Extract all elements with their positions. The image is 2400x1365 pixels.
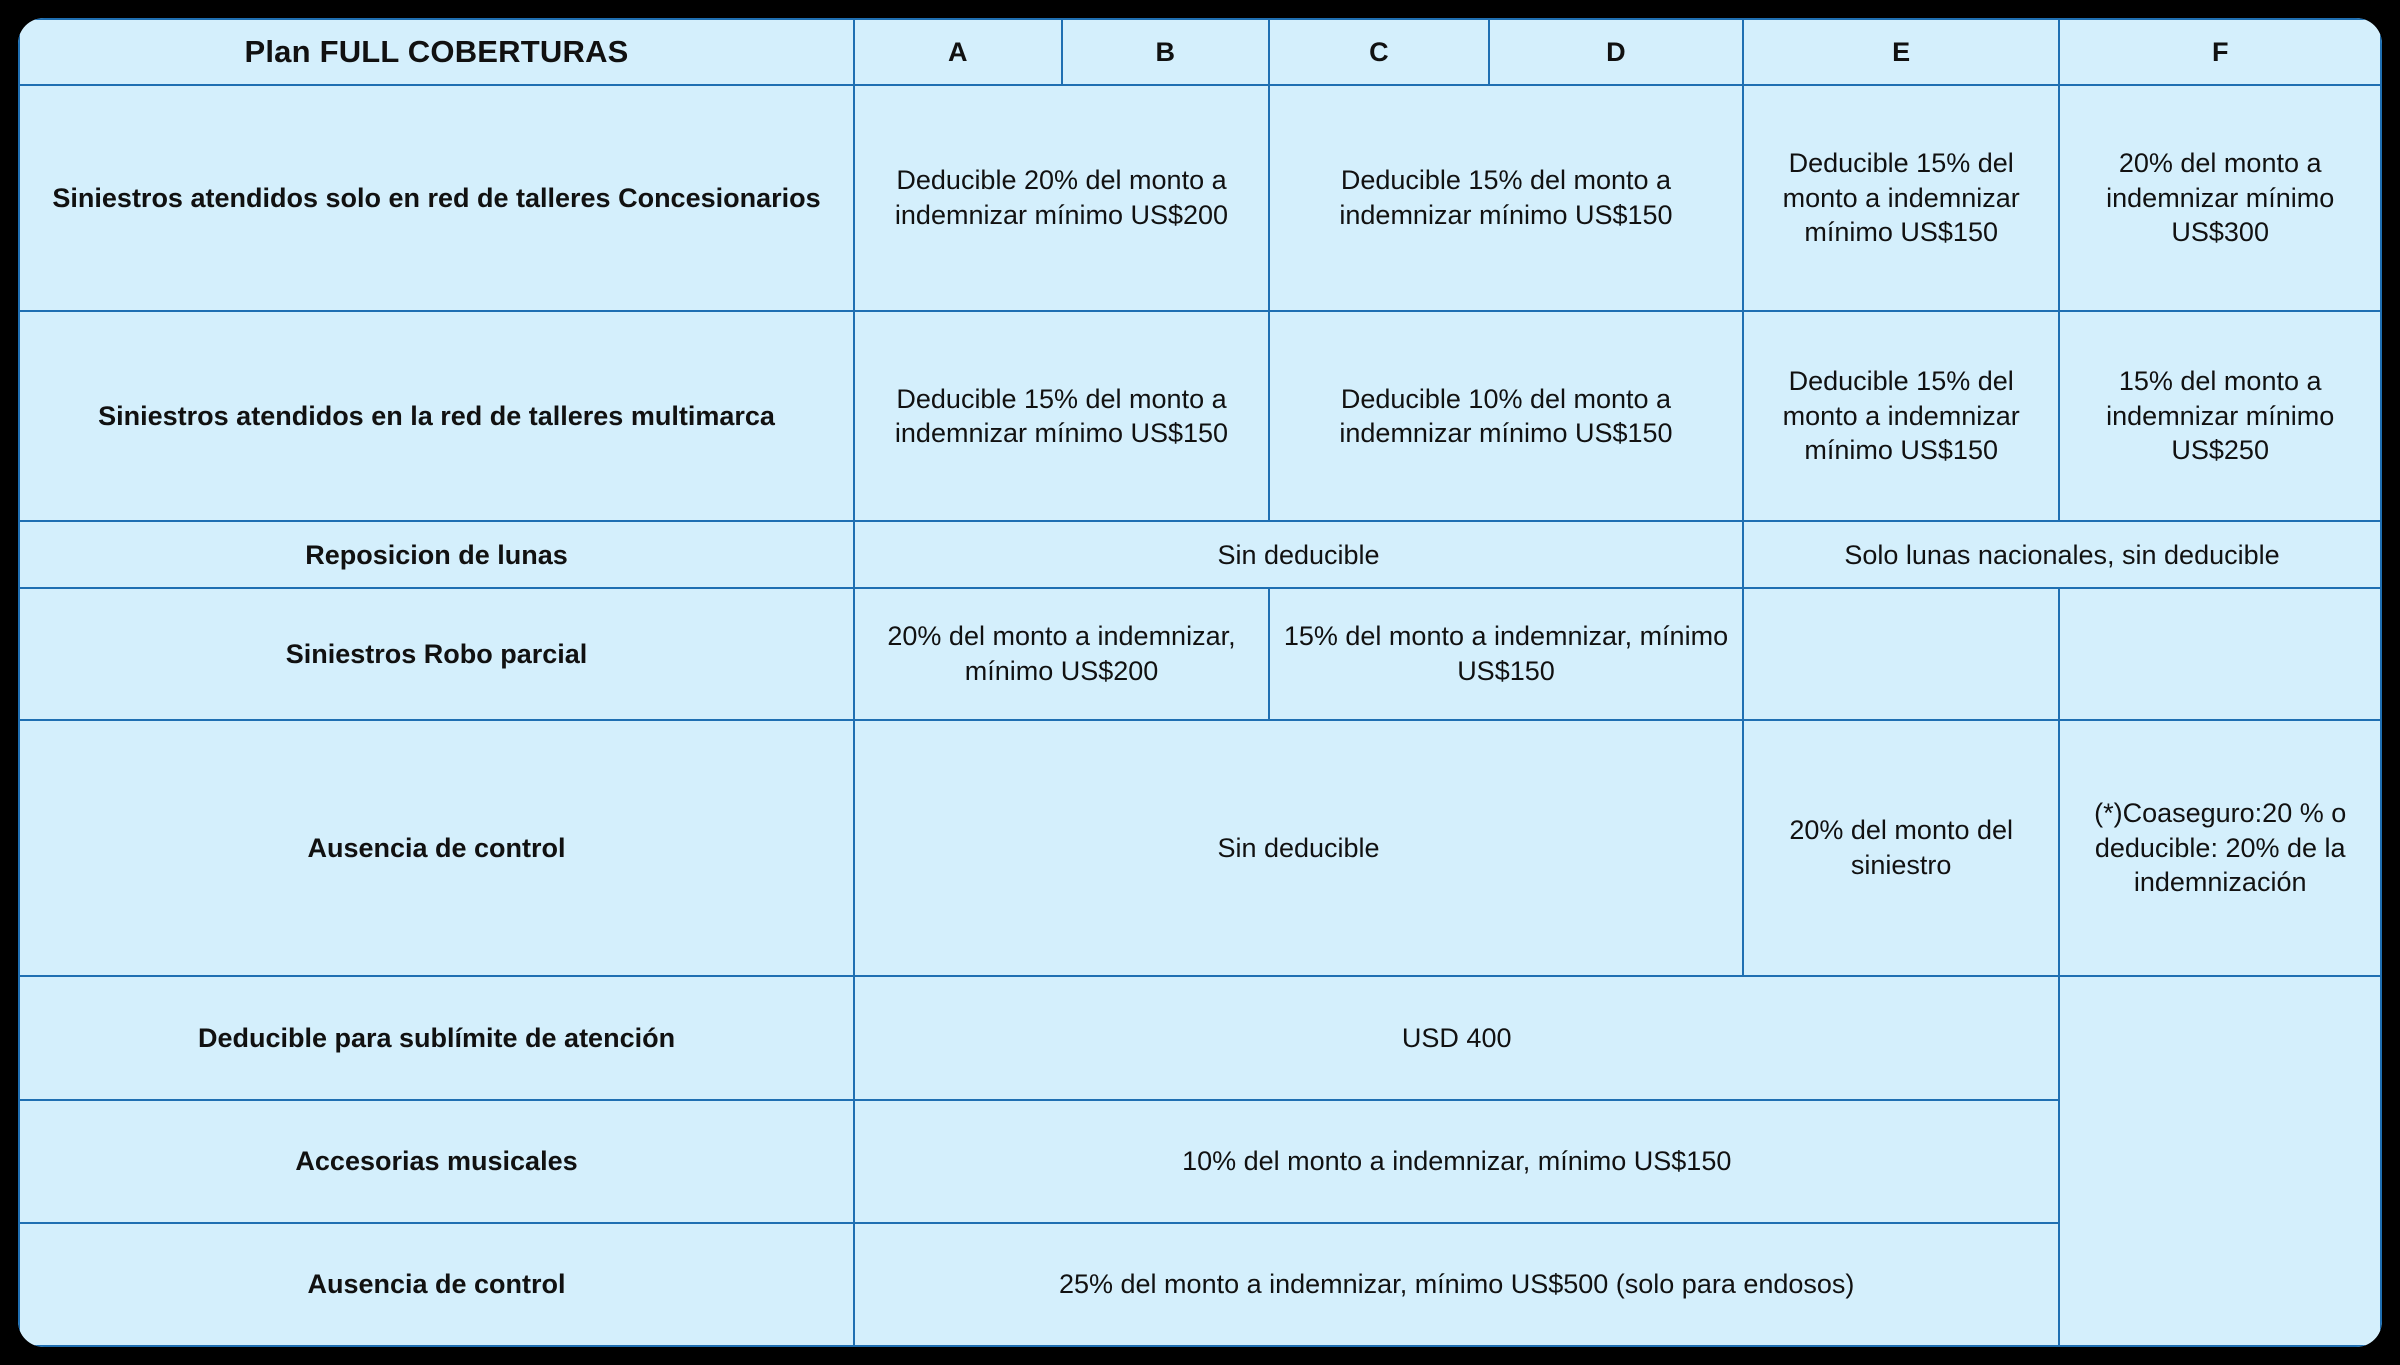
cell-r4-e: 20% del monto del siniestro [1743,720,2059,977]
table-row [19,588,2381,719]
row-label-sublimite-atencion: Deducible para sublímite de atención [19,976,854,1099]
cell-r1-cd: Deducible 10% del monto a indemnizar mínimo US$150 [1269,311,1743,522]
table-row [19,85,2381,311]
cell-r3-ab: 20% del monto a indemnizar, mínimo US$200 [854,588,1269,719]
plan-title: Plan FULL COBERTURAS [19,19,854,85]
coverage-table-container [18,18,2382,1347]
table-row [19,976,2381,1099]
cell-r0-cd: Deducible 15% del monto a indemnizar mínimo US$150 [1269,85,1743,311]
column-header-e: E [1743,19,2059,85]
cell-r0-ab: Deducible 20% del monto a indemnizar mínimo US$200 [854,85,1269,311]
table-row [19,311,2381,522]
column-header-f: F [2059,19,2381,85]
cell-f-empty-bottom [2059,976,2381,1346]
cell-r1-ab: Deducible 15% del monto a indemnizar mínimo US$150 [854,311,1269,522]
cell-r3-e [1743,588,2059,719]
table-row [19,521,2381,588]
cell-r7-abcde: 25% del monto a indemnizar, mínimo US$500 (solo para endosos) [854,1223,2059,1346]
table-row [19,720,2381,977]
cell-r0-e: Deducible 15% del monto a indemnizar mínimo US$150 [1743,85,2059,311]
column-header-d: D [1489,19,1743,85]
cell-r3-cd: 15% del monto a indemnizar, mínimo US$150 [1269,588,1743,719]
row-label-robo-parcial: Siniestros Robo parcial [19,588,854,719]
table-row [19,1100,2381,1223]
cell-r0-f: 20% del monto a indemnizar mínimo US$300 [2059,85,2381,311]
row-label-siniestros-multimarca: Siniestros atendidos en la red de talleres multimarca [19,311,854,522]
row-label-accesorias-musicales: Accesorias musicales [19,1100,854,1223]
cell-r2-abcd: Sin deducible [854,521,1743,588]
cell-r4-abcd: Sin deducible [854,720,1743,977]
row-label-siniestros-concesionarios: Siniestros atendidos solo en red de talleres Concesionarios [19,85,854,311]
coverage-table [18,18,2382,1347]
column-header-a: A [854,19,1061,85]
row-label-ausencia-control-2: Ausencia de control [19,1223,854,1346]
cell-r2-ef: Solo lunas nacionales, sin deducible [1743,521,2381,588]
column-header-b: B [1062,19,1269,85]
table-row [19,1223,2381,1346]
row-label-reposicion-lunas: Reposicion de lunas [19,521,854,588]
cell-r1-e: Deducible 15% del monto a indemnizar mínimo US$150 [1743,311,2059,522]
cell-r5-abcde: USD 400 [854,976,2059,1099]
row-label-ausencia-control-1: Ausencia de control [19,720,854,977]
cell-r6-abcde: 10% del monto a indemnizar, mínimo US$150 [854,1100,2059,1223]
table-header-row [19,19,2381,85]
column-header-c: C [1269,19,1489,85]
cell-r4-f: (*)Coaseguro:20 % o deducible: 20% de la indemnización [2059,720,2381,977]
cell-r3-f [2059,588,2381,719]
cell-r1-f: 15% del monto a indemnizar mínimo US$250 [2059,311,2381,522]
